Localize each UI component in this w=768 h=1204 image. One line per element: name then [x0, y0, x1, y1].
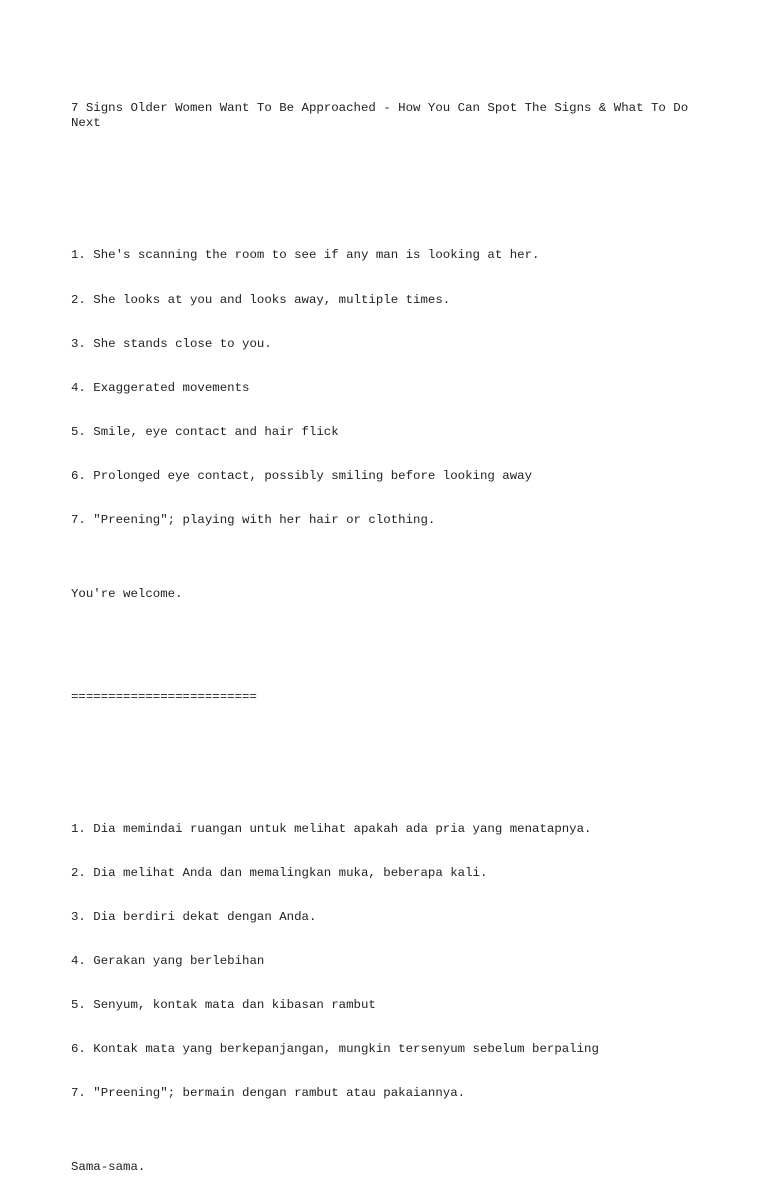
list-item: 5. Senyum, kontak mata dan kibasan rambut: [71, 998, 376, 1013]
blank-line: [71, 631, 711, 646]
list-item: 4. Exaggerated movements: [71, 380, 250, 395]
list-item: 4. Gerakan yang berlebihan: [71, 954, 265, 969]
list-item: 6. Kontak mata yang berkepanjangan, mungkin tersenyum sebelum berpaling: [71, 1042, 599, 1057]
separator-line: =========================: [71, 689, 257, 704]
list-item: 7. "Preening"; playing with her hair or clothing.: [71, 513, 436, 528]
list-item: 5. Smile, eye contact and hair flick: [71, 424, 339, 439]
list-item: 6. Prolonged eye contact, possibly smiling before looking away: [71, 468, 533, 483]
indonesian-closing: Sama-sama.: [71, 1159, 146, 1174]
list-item: 2. She looks at you and looks away, multiple times.: [71, 292, 451, 307]
list-item: 2. Dia melihat Anda dan memalingkan muka, beberapa kali.: [71, 865, 488, 880]
list-item: 3. Dia berdiri dekat dengan Anda.: [71, 910, 317, 925]
indonesian-list: [71, 792, 711, 1130]
list-item: 3. She stands close to you.: [71, 336, 272, 351]
blank-line: [71, 160, 711, 175]
blank-line: [71, 734, 711, 749]
document-title: 7 Signs Older Women Want To Be Approached - How You Can Spot The Signs & What To Do Next: [71, 101, 696, 131]
english-list: [71, 219, 711, 557]
document-body: [71, 72, 711, 1204]
english-closing: You're welcome.: [71, 586, 183, 601]
list-item: 7. "Preening"; bermain dengan rambut atau pakaiannya.: [71, 1086, 466, 1101]
list-item: 1. She's scanning the room to see if any man is looking at her.: [71, 248, 540, 263]
list-item: 1. Dia memindai ruangan untuk melihat apakah ada pria yang menatapnya.: [71, 821, 592, 836]
